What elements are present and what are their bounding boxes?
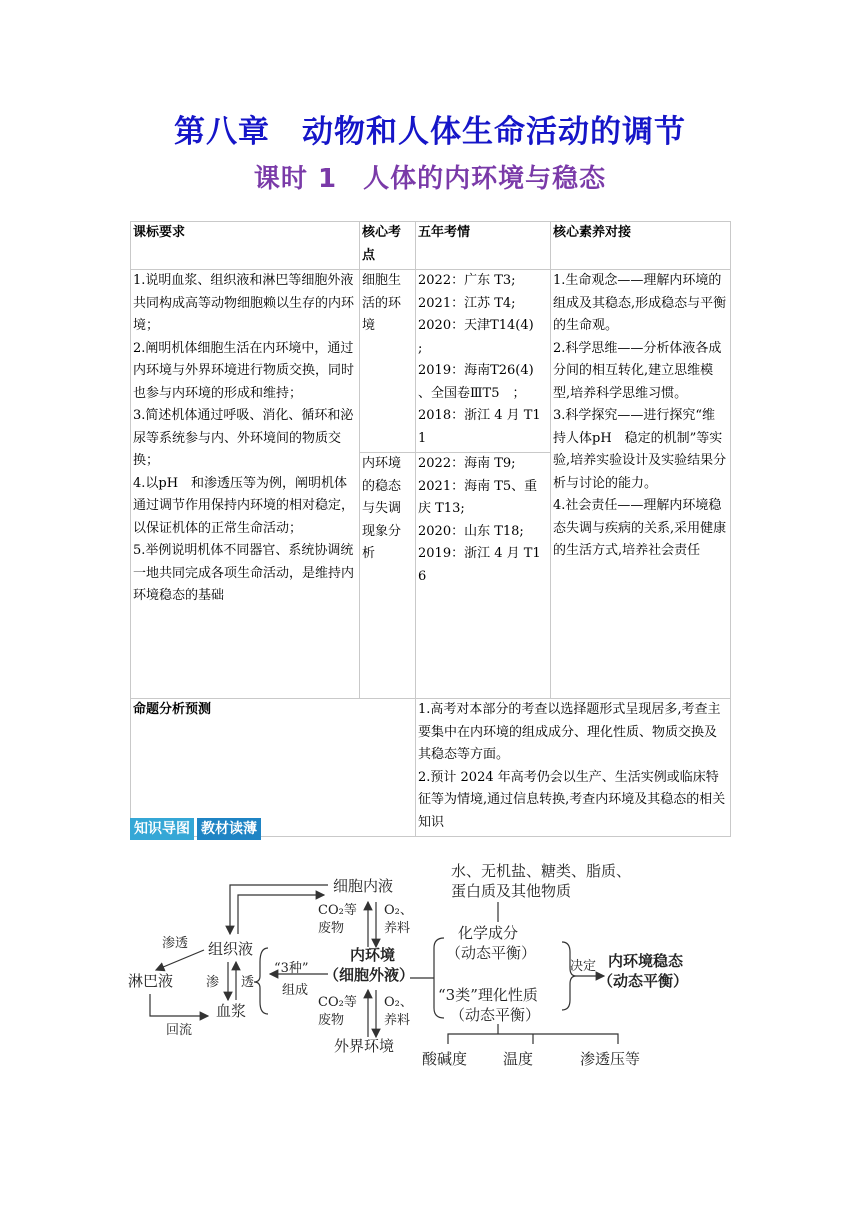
o2-nutr-bottom-2: 养料 <box>384 1013 411 1028</box>
ph-label: 酸碱度 <box>422 1050 468 1068</box>
forecast-label: 命题分析预测 <box>131 699 416 837</box>
components-list-line1: 水、无机盐、糖类、脂质、 <box>451 862 632 880</box>
chem-comp-sub: （动态平衡） <box>446 944 537 962</box>
arrow-cell-to-tissue <box>230 885 328 934</box>
phys-chem-label: “3类”理化性质 <box>438 986 538 1004</box>
arrow-lymph-to-plasma <box>150 994 208 1016</box>
return-label: 回流 <box>166 1023 193 1038</box>
badge-textbook: 教材读薄 <box>197 818 261 840</box>
header-literacy: 核心素养对接 <box>551 222 731 270</box>
concept-map <box>128 852 708 1072</box>
lesson-title <box>0 158 860 195</box>
standards-cell: 1.说明血浆、组织液和淋巴等细胞外液共同构成高等动物细胞赖以生存的内环境； 2.阐明机体细胞生活在内环境中，通过内环境与外界环境进行物质交换，同时也参与内环境的形成和维持； 3.简述机体通过呼吸、消化、循环和泌尿等系统参与内、外环境间的物质交换； 4.以pH 和渗透压等为例，阐明机体通过调节作用保持内环境的相对稳定，以保证机体的正常生命活动； 5.举例说明机体不同器官、系统协调统一地共同完成各项生命活动，是维持内环境稳态的基础 <box>131 270 360 699</box>
osmotic-label: 渗透压等 <box>580 1050 641 1068</box>
lesson-number: 课时 1 <box>253 164 338 194</box>
seep-a-label: 渗 <box>206 975 220 990</box>
badge-knowledge-map: 知识导图 <box>130 818 194 840</box>
lesson-name: 人体的内环境与稳态 <box>363 164 607 194</box>
exam-history-cell: 2022：海南 T9; 2021：海南 T5、重庆 T13; 2020：山东 T18; 2019：浙江 4 月 T16 <box>416 453 551 699</box>
seep-b-label: 透 <box>241 975 255 990</box>
homeostasis-sub: （动态平衡） <box>598 972 689 990</box>
decide-brace <box>562 942 576 1010</box>
core-point-cell: 内环境的稳态与失调现象分析 <box>360 453 416 699</box>
table-row <box>131 699 731 837</box>
phys-chem-sub: （动态平衡） <box>450 1006 541 1024</box>
env-brace <box>434 938 444 1018</box>
three-kinds-brace <box>254 948 268 1014</box>
header-standards: 课标要求 <box>131 222 360 270</box>
table-header-row <box>131 222 731 270</box>
exam-history-cell: 2022：广东 T3; 2021：江苏 T4; 2020：天津T14(4) ; 2019：海南T26(4) 、全国卷ⅢT5 ； 2018：浙江 4 月 T11 <box>416 270 551 453</box>
chem-comp-label: 化学成分 <box>458 924 519 942</box>
o2-nutr-top-2: 养料 <box>384 921 411 936</box>
o2-nutr-top-1: O₂、 <box>384 903 413 918</box>
temperature-label: 温度 <box>503 1050 534 1068</box>
lymph-label: 淋巴液 <box>128 972 174 990</box>
forecast-cell: 1.高考对本部分的考查以选择题形式呈现居多,考查主要集中在内环境的组成成分、理化性质、物质交换及其稳态等方面。 2.预计 2024 年高考仍会以生产、生活实例或临床特征等为情境,通过信息转换,考查内环境及其稳态的相关知识 <box>416 699 731 837</box>
arrow-tissue-to-cell <box>238 895 324 934</box>
cell-fluid-label: 细胞内液 <box>333 877 394 895</box>
chapter-title: 第八章 动物和人体生命活动的调节 <box>174 114 686 150</box>
header-exam-history: 五年考情 <box>416 222 551 270</box>
literacy-cell: 1.生命观念——理解内环境的组成及其稳态,形成稳态与平衡的生命观。 2.科学思维——分析体液各成分间的相互转化,建立思维模型,培养科学思维习惯。 3.科学探究——进行探究“维持人体pH 稳定的机制”等实验,培养实验设计及实验结果分析与讨论的能力。 4.社会责任——理解内环境稳态失调与疾病的关系,采用健康的生活方式,培养社会责任 <box>551 270 731 699</box>
header-core-points: 核心考点 <box>360 222 416 270</box>
co2-waste-top-2: 废物 <box>318 921 345 936</box>
homeostasis-label: 内环境稳态 <box>608 952 684 970</box>
co2-waste-bottom-2: 废物 <box>318 1013 345 1028</box>
plasma-label: 血浆 <box>216 1002 247 1020</box>
o2-nutr-bottom-1: O₂、 <box>384 995 413 1010</box>
external-env-label: 外界环境 <box>334 1037 395 1055</box>
seep-label: 渗透 <box>162 936 189 951</box>
requirements-table <box>130 221 731 837</box>
section-badges <box>130 818 261 840</box>
three-kinds-label: “3种” <box>274 961 309 976</box>
internal-env-sub: （细胞外液） <box>324 966 415 984</box>
core-point-cell: 细胞生活的环境 <box>360 270 416 453</box>
decide-label: 决定 <box>570 959 597 974</box>
co2-waste-bottom-1: CO₂等 <box>318 995 357 1010</box>
co2-waste-top-1: CO₂等 <box>318 903 357 918</box>
components-list-line2: 蛋白质及其他物质 <box>451 882 572 900</box>
internal-env-label: 内环境 <box>350 946 396 964</box>
compose-label: 组成 <box>282 983 309 998</box>
table-row <box>131 270 731 453</box>
tissue-fluid-label: 组织液 <box>208 940 254 958</box>
arrow-tissue-to-lymph <box>156 950 204 970</box>
